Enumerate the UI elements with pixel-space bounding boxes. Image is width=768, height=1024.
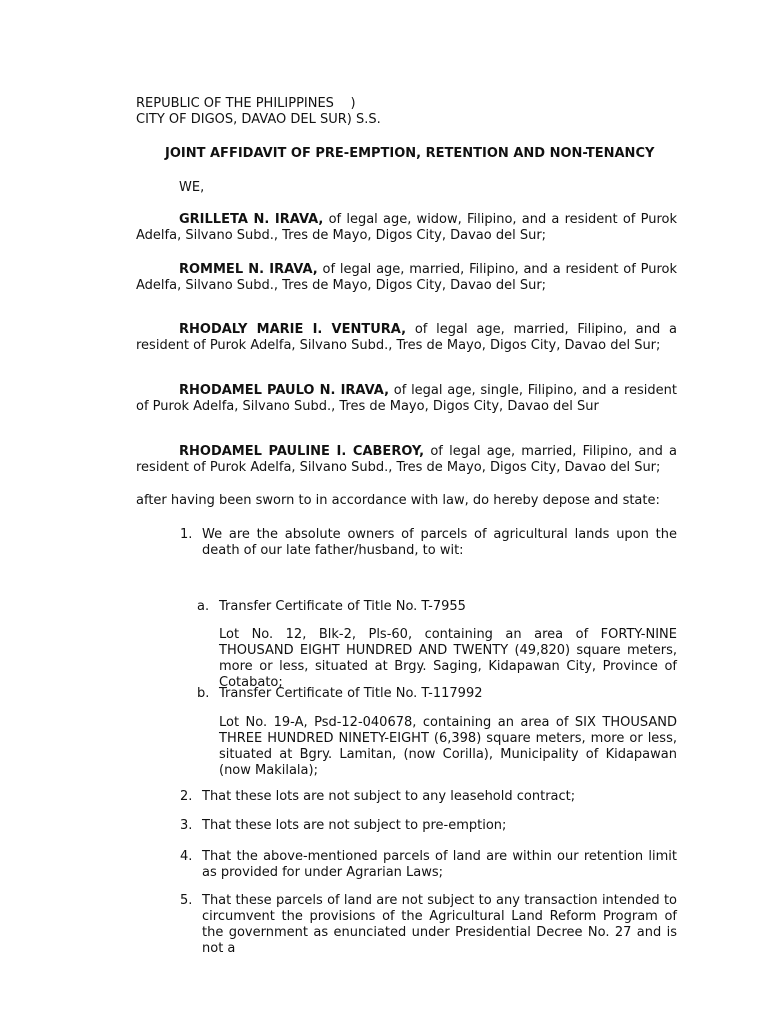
list-text: That these parcels of land are not subject to any transaction intended to circumvent the provisions of the Agricultural Land Reform Program of the government as enunciated under Presidential Decree No. 27 and is not a (202, 893, 677, 956)
title-description: Lot No. 12, Blk-2, Pls-60, containing an area of FORTY-NINE THOUSAND EIGHT HUNDRED AND TWENTY (49,820) square meters, more or less, situated at Brgy. Saging, Kidapawan City, Province of Cotabato; (219, 627, 677, 690)
list-number: 1. (180, 527, 193, 542)
affiant-paragraph (136, 212, 677, 244)
title-description: Lot No. 19-A, Psd-12-040678, containing an area of SIX THOUSAND THREE HUNDRED NINETY-EIGHT (6,398) square meters, more or less, situated at Bgry. Lamitan, (now Corilla), Municipality of Kidapawan (now Makilala); (219, 715, 677, 778)
venue-heading (136, 96, 381, 128)
title-item (197, 686, 677, 702)
list-number: 4. (180, 849, 193, 864)
affiant-details: of legal age, married, Filipino, and a resident of Purok Adelfa, Silvano Subd., Tres de Mayo, Digos City, Davao del Sur; (136, 262, 677, 293)
affiant-details: of legal age, widow, Filipino, and a resident of Purok Adelfa, Silvano Subd., Tres de Mayo, Digos City, Davao del Sur; (136, 212, 677, 243)
sworn-statement: after having been sworn to in accordance with law, do hereby depose and state: (136, 493, 660, 508)
affiant-paragraph (136, 444, 677, 476)
title-label: Transfer Certificate of Title No. T-117992 (219, 686, 483, 701)
affiant-paragraph (136, 262, 677, 294)
list-item (180, 789, 677, 805)
venue-line-1: REPUBLIC OF THE PHILIPPINES ) (136, 96, 356, 111)
title-label: Transfer Certificate of Title No. T-7955 (219, 599, 466, 614)
title-letter: b. (197, 686, 210, 701)
list-text: That these lots are not subject to any leasehold contract; (202, 789, 576, 804)
affiant-name: ROMMEL N. IRAVA, (179, 262, 318, 277)
title-item (197, 599, 677, 615)
list-item (180, 893, 677, 957)
list-text: That these lots are not subject to pre-emption; (202, 818, 507, 833)
list-number: 2. (180, 789, 193, 804)
document-title: JOINT AFFIDAVIT OF PRE-EMPTION, RETENTION AND NON-TENANCY (165, 146, 655, 161)
venue-line-2: CITY OF DIGOS, DAVAO DEL SUR) S.S. (136, 112, 381, 127)
we-line: WE, (179, 180, 205, 195)
affiant-paragraph (136, 383, 677, 415)
affiant-name: RHODALY MARIE I. VENTURA, (179, 322, 407, 337)
affiant-details: of legal age, married, Filipino, and a resident of Purok Adelfa, Silvano Subd., Tres de Mayo, Digos City, Davao del Sur; (136, 444, 678, 475)
affiant-name: GRILLETA N. IRAVA, (179, 212, 324, 227)
affiant-name: RHODAMEL PAULINE I. CABEROY, (179, 444, 425, 459)
list-item (180, 849, 677, 881)
list-text: That the above-mentioned parcels of land are within our retention limit as provided for under Agrarian Laws; (202, 849, 677, 880)
title-letter: a. (197, 599, 210, 614)
list-number: 3. (180, 818, 193, 833)
list-text: We are the absolute owners of parcels of agricultural lands upon the death of our late father/husband, to wit: (202, 527, 677, 558)
list-item (180, 818, 677, 834)
affiant-details: of legal age, single, Filipino, and a resident of Purok Adelfa, Silvano Subd., Tres de Mayo, Digos City, Davao del Sur (136, 383, 677, 414)
affiant-name: RHODAMEL PAULO N. IRAVA, (179, 383, 390, 398)
list-item (180, 527, 677, 559)
affiant-details: of legal age, married, Filipino, and a resident of Purok Adelfa, Silvano Subd., Tres de Mayo, Digos City, Davao del Sur; (136, 322, 678, 353)
list-number: 5. (180, 893, 193, 908)
affiant-paragraph (136, 322, 677, 354)
